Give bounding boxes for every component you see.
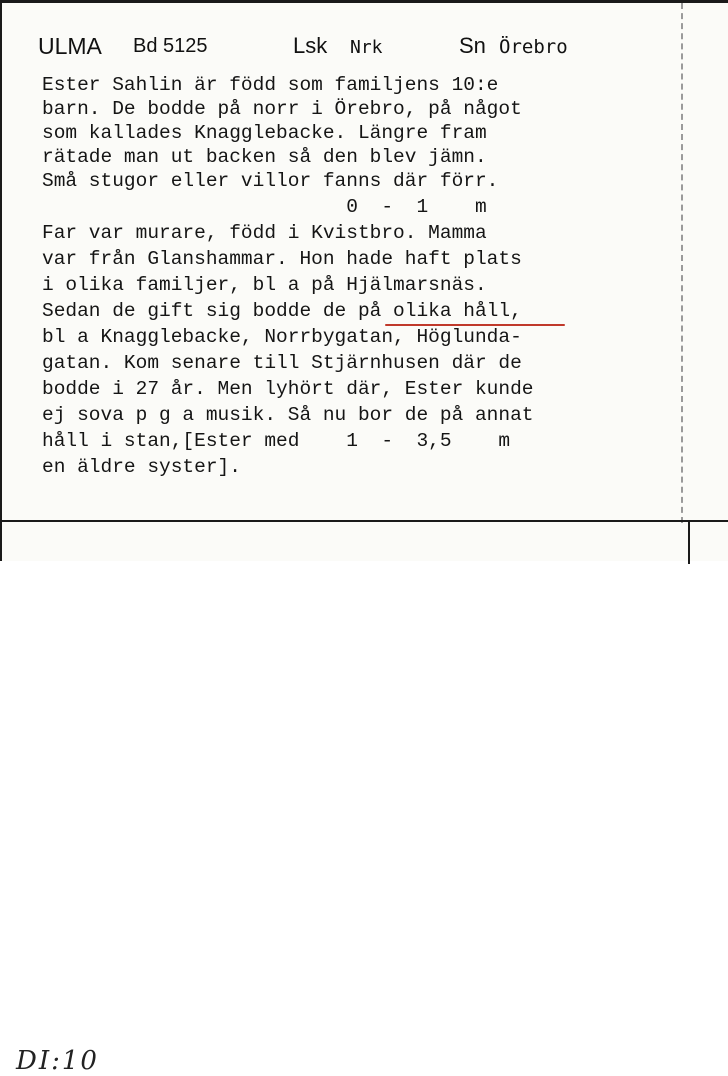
- text-line: Ester Sahlin är född som familjens 10:e: [42, 74, 499, 96]
- text-line: bodde i 27 år. Men lyhört där, Ester kunde: [42, 378, 534, 400]
- volume-number: Bd 5125: [133, 35, 208, 57]
- socken-label: Sn: [459, 33, 486, 58]
- text-line: gatan. Kom senare till Stjärnhusen där de: [42, 352, 522, 374]
- text-line: håll i stan,[Ester med 1 - 3,5 m: [42, 430, 511, 452]
- text-line: ej sova p g a musik. Så nu bor de på annat: [42, 404, 534, 426]
- text-line: Far var murare, född i Kvistbro. Mamma: [42, 222, 487, 244]
- red-underline-mark: [385, 324, 565, 326]
- text-line: 0 - 1 m: [42, 196, 487, 218]
- handwritten-code: DI:10: [16, 1046, 99, 1076]
- text-line: i olika familjer, bl a på Hjälmarsnäs.: [42, 274, 487, 296]
- text-line: Små stugor eller villor fanns där förr.: [42, 170, 499, 192]
- text-line: barn. De bodde på norr i Örebro, på något: [42, 98, 522, 120]
- text-line: var från Glanshammar. Hon hade haft plats: [42, 248, 522, 270]
- perforation-line: [681, 3, 683, 523]
- text-line: Sedan de gift sig bodde de på olika håll,: [42, 300, 522, 322]
- text-line: en äldre syster].: [42, 456, 241, 478]
- landskap-label: Lsk: [293, 33, 328, 58]
- text-line: bl a Knagglebacke, Norrbygatan, Höglunda-: [42, 326, 522, 348]
- landskap-value: Nrk: [350, 37, 383, 58]
- catalog-stamp-box: [2, 522, 690, 1076]
- card-header: [38, 33, 668, 63]
- archive-name: ULMA: [38, 33, 102, 59]
- socken-value: Örebro: [499, 36, 568, 58]
- text-line: rätade man ut backen så den blev jämn.: [42, 146, 487, 168]
- text-line: som kallades Knagglebacke. Längre fram: [42, 122, 487, 144]
